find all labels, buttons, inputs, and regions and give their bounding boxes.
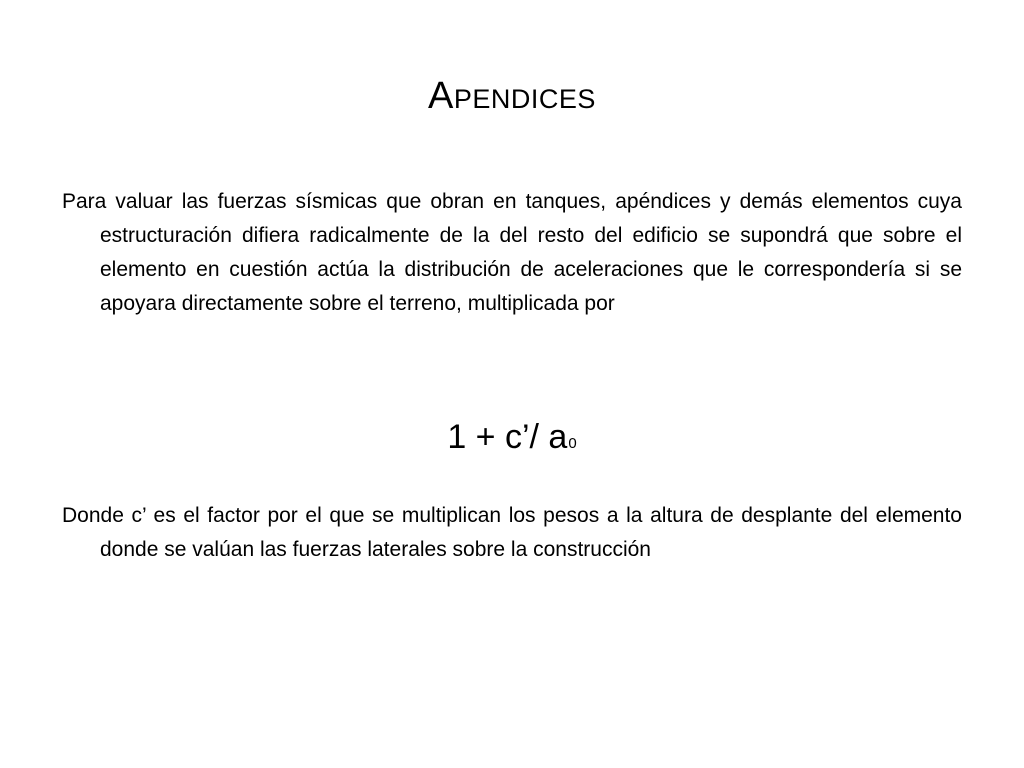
paragraph-definition: Donde c’ es el factor por el que se multiplican los pesos a la altura de desplante del elemento donde se valúan las fuerzas laterales sobre la construcción bbox=[62, 504, 962, 561]
formula-main: 1 + c’/ a bbox=[447, 418, 568, 456]
slide-title: Apendices bbox=[428, 75, 596, 117]
paragraph-intro: Para valuar las fuerzas sísmicas que obran en tanques, apéndices y demás elementos cuya estructuración difiera radicalmente de la del resto del edificio se supondrá que sobre el elemento en cuestión actúa la distribución de aceleraciones que le correspondería si se apoyara directamente sobre el terreno, multiplicada por bbox=[62, 190, 962, 315]
formula-subscript: 0 bbox=[568, 435, 577, 452]
formula bbox=[0, 412, 1024, 469]
